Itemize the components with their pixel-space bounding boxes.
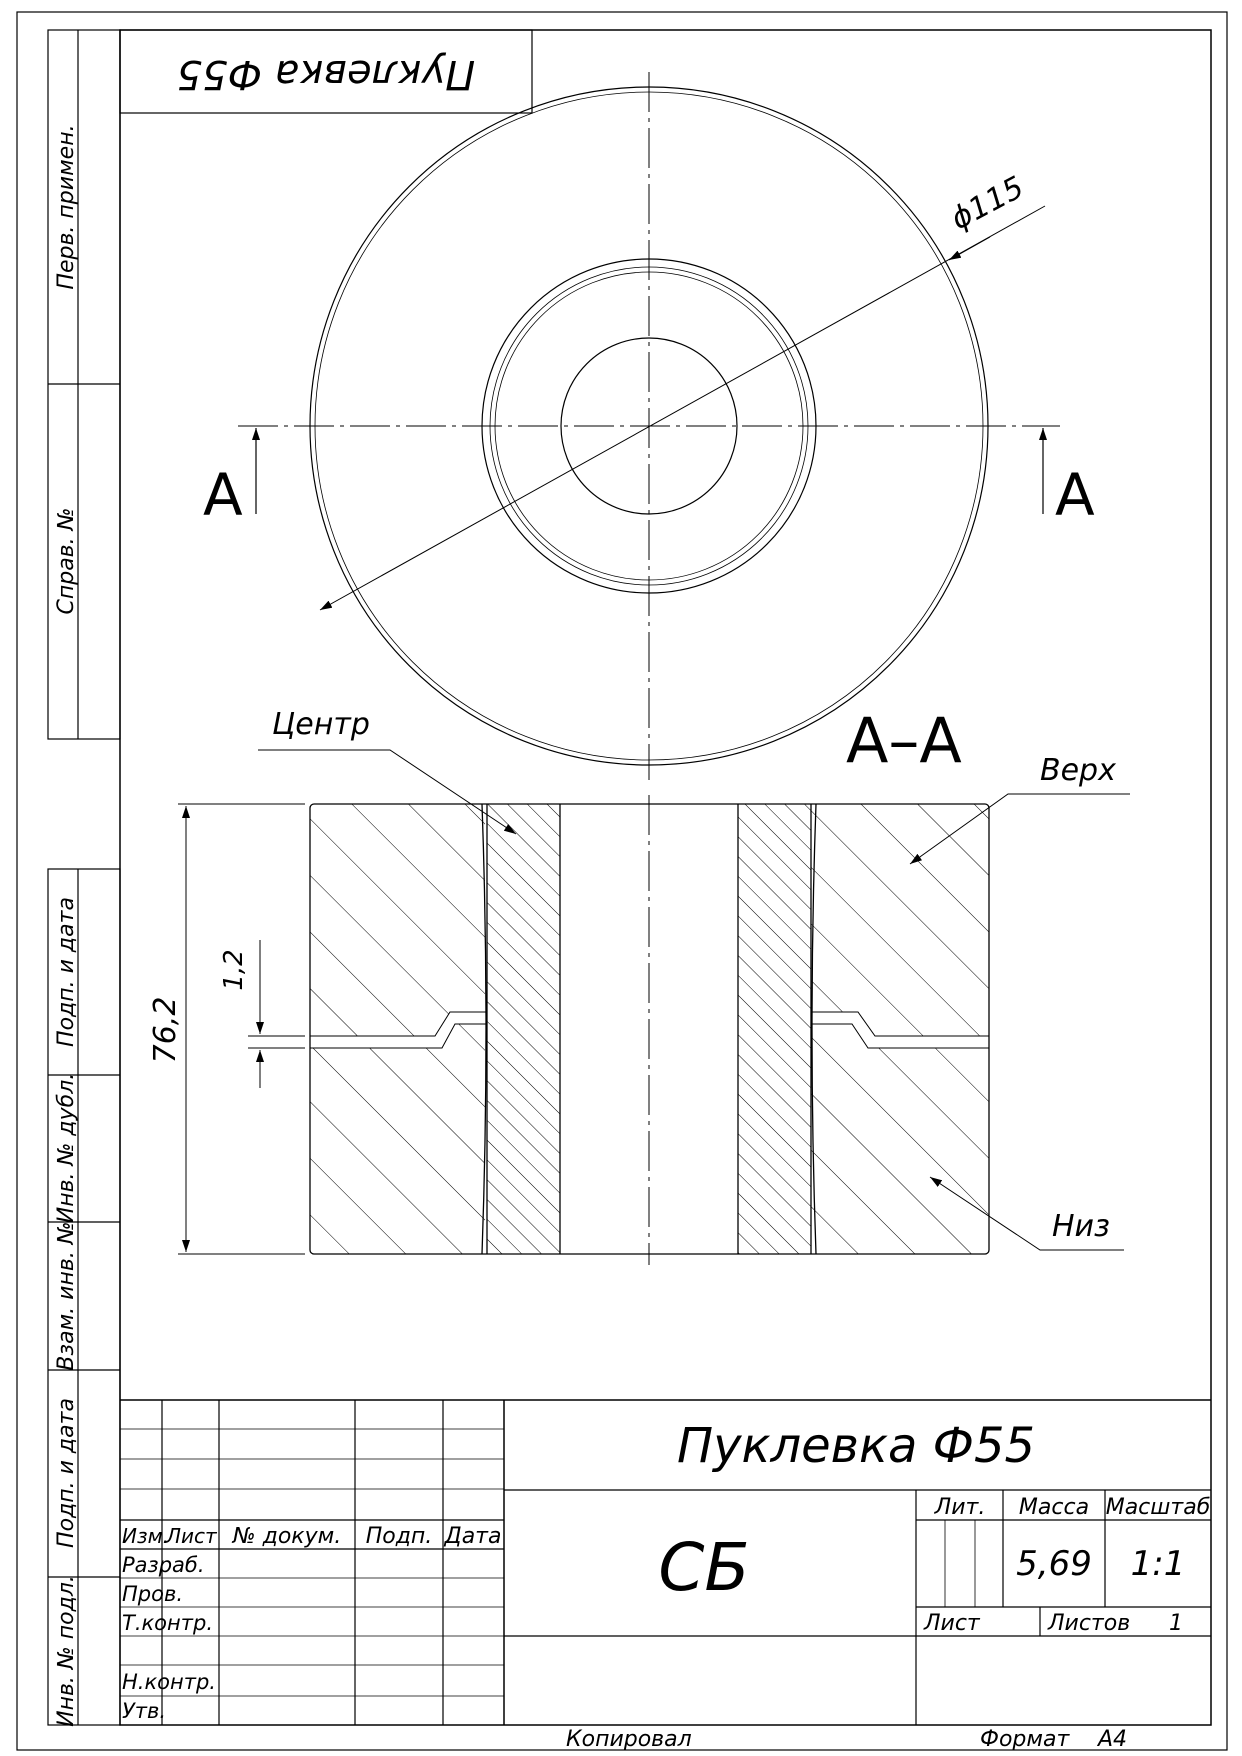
side-stamp-first-use: Перв. примен. xyxy=(54,124,79,290)
diameter-dim-line xyxy=(320,206,1045,610)
section-view xyxy=(310,795,989,1265)
dim-gap-label: 1,2 xyxy=(219,949,249,991)
header-doc: № докум. xyxy=(232,1524,342,1549)
leader-center-label: Центр xyxy=(272,707,370,742)
role-tech-control: Т.контр. xyxy=(122,1611,214,1635)
leader-bottom-label: Низ xyxy=(1052,1209,1111,1244)
diameter-arrow xyxy=(949,237,990,260)
sheets-value: 1 xyxy=(1169,1611,1183,1636)
top-view xyxy=(238,72,1060,780)
role-checked: Пров. xyxy=(122,1582,184,1606)
side-stamp-sign-date-2: Подп. и дата xyxy=(54,1398,79,1548)
format-value: A4 xyxy=(1098,1727,1128,1752)
side-stamp-sign-date: Подп. и дата xyxy=(54,897,79,1047)
header-sign: Подп. xyxy=(365,1524,433,1549)
section-marker-left: А xyxy=(203,461,243,529)
mass-value: 5,69 xyxy=(1016,1544,1092,1584)
scale-value: 1:1 xyxy=(1130,1544,1186,1584)
header-izm: Изм. xyxy=(122,1524,170,1548)
section-title: А–А xyxy=(846,704,962,777)
header-date: Дата xyxy=(444,1524,502,1549)
side-stamp-reference: Справ. № xyxy=(54,507,79,615)
top-stamp-text: Пуклевка Ф55 xyxy=(176,51,476,97)
sheet-label: Лист xyxy=(924,1611,980,1636)
diameter-label: ϕ115 xyxy=(945,169,1030,238)
role-approved: Утв. xyxy=(122,1699,167,1723)
side-stamp-replace-inv: Взам. инв. № xyxy=(54,1221,79,1371)
title-name: Пуклевка Ф55 xyxy=(676,1418,1036,1474)
leader-top-label: Верх xyxy=(1040,753,1116,788)
section-marker-right: А xyxy=(1055,461,1095,529)
header-list: Лист xyxy=(166,1524,217,1548)
dim-height-label: 76,2 xyxy=(148,996,183,1064)
side-stamp-dup-inv: Инв. № дубл. xyxy=(54,1072,79,1224)
sheets-label: Листов xyxy=(1048,1611,1131,1636)
copied-label: Копировал xyxy=(566,1727,692,1752)
role-developer: Разраб. xyxy=(122,1553,205,1577)
role-norm-control: Н.контр. xyxy=(122,1670,216,1694)
scale-label: Масштаб xyxy=(1105,1495,1211,1520)
format-label: Формат xyxy=(980,1727,1070,1752)
title-designation: СБ xyxy=(658,1529,750,1606)
lit-label: Лит. xyxy=(934,1495,986,1520)
side-stamp-orig-inv: Инв. № подл. xyxy=(54,1575,79,1727)
mass-label: Масса xyxy=(1018,1495,1090,1520)
